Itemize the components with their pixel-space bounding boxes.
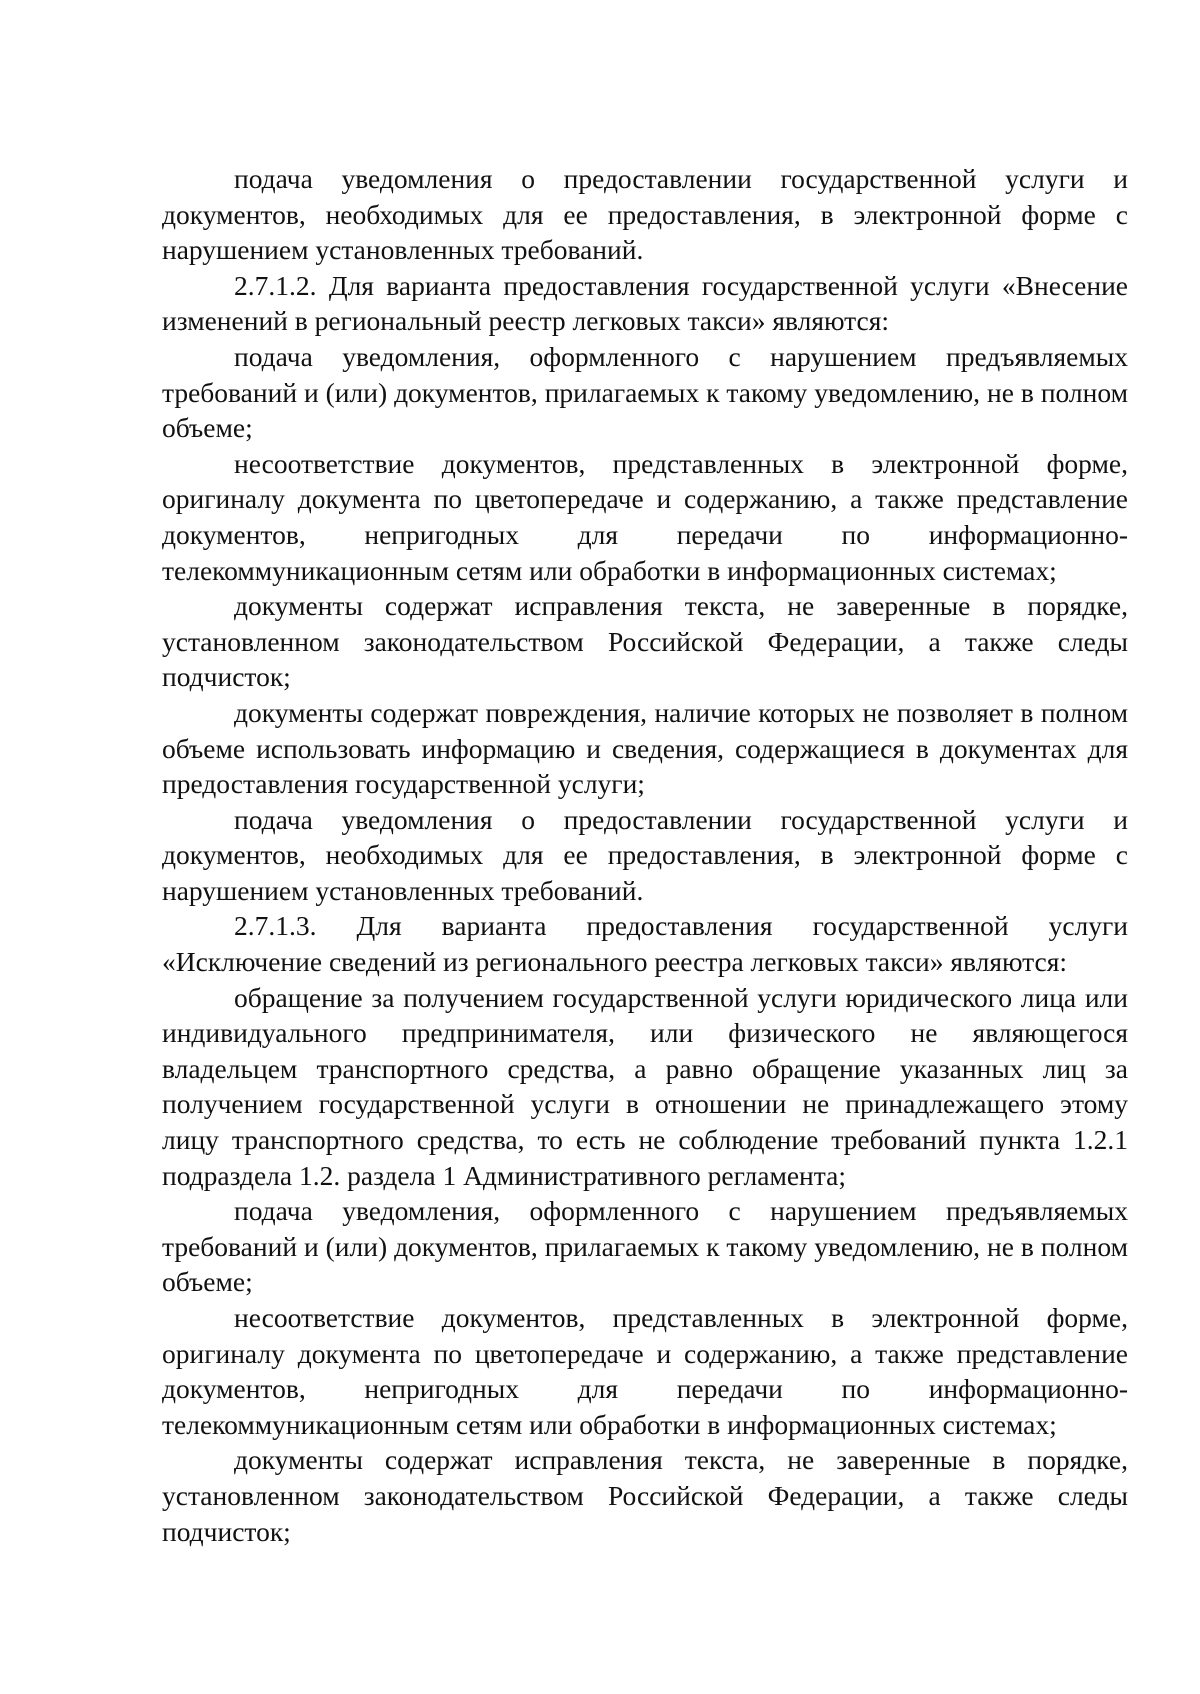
paragraph-notice-incomplete-2: подача уведомления, оформленного с нарушением предъявляемых требований и (или) документов, прилагаемых к такому уведомлению, не в полном объеме; [162, 1195, 1128, 1298]
paragraph-submission-violation-1: подача уведомления о предоставлении государственной услуги и документов, необходимых для ее предоставления, в электронной форме с нарушением установленных требований. [162, 163, 1128, 266]
paragraph-notice-incomplete-1: подача уведомления, оформленного с нарушением предъявляемых требований и (или) документов, прилагаемых к такому уведомлению, не в полном объеме; [162, 340, 1128, 444]
paragraph-mismatch-documents-2: несоответствие документов, представленных в электронной форме, оригиналу документа по цветопередаче и содержанию, а также представление документов, непригодных для передачи по информационно-телекоммуникационным сетям или обработки в информационных системах; [162, 1302, 1128, 1440]
paragraph-applicant-not-owner: обращение за получением государственной услуги юридического лица или индивидуального предпринимателя, или физического не являющегося владельцем транспортного средства, а равно обращение указанных лиц за получением государственной услуги в отношении не принадлежащего этому лицу транспортного средства, то есть не соблюдение требований пункта 1.2.1 подраздела 1.2. раздела 1 Административного регламента; [162, 981, 1128, 1191]
paragraph-corrections-2: документы содержат исправления текста, не заверенные в порядке, установленном законодательством Российской Федерации, а также следы подчисток; [162, 1444, 1128, 1547]
paragraph-corrections-1: документы содержат исправления текста, не заверенные в порядке, установленном законодательством Российской Федерации, а также следы подчисток; [162, 590, 1128, 693]
paragraph-section-2-7-1-3: 2.7.1.3. Для варианта предоставления государственной услуги «Исключение сведений из регионального реестра легковых такси» являются: [162, 910, 1128, 978]
paragraph-mismatch-documents-1: несоответствие документов, представленных в электронной форме, оригиналу документа по цветопередаче и содержанию, а также представление документов, непригодных для передачи по информационно-телекоммуникационным сетям или обработки в информационных системах; [162, 447, 1128, 586]
document-page [162, 161, 1128, 1549]
paragraph-section-2-7-1-2: 2.7.1.2. Для варианта предоставления государственной услуги «Внесение изменений в региональный реестр легковых такси» являются: [162, 269, 1128, 337]
paragraph-submission-violation-2: подача уведомления о предоставлении государственной услуги и документов, необходимых для ее предоставления, в электронной форме с нарушением установленных требований. [162, 803, 1128, 906]
paragraph-damage: документы содержат повреждения, наличие которых не позволяет в полном объеме использовать информацию и сведения, содержащиеся в документах для предоставления государственной услуги; [162, 696, 1128, 800]
